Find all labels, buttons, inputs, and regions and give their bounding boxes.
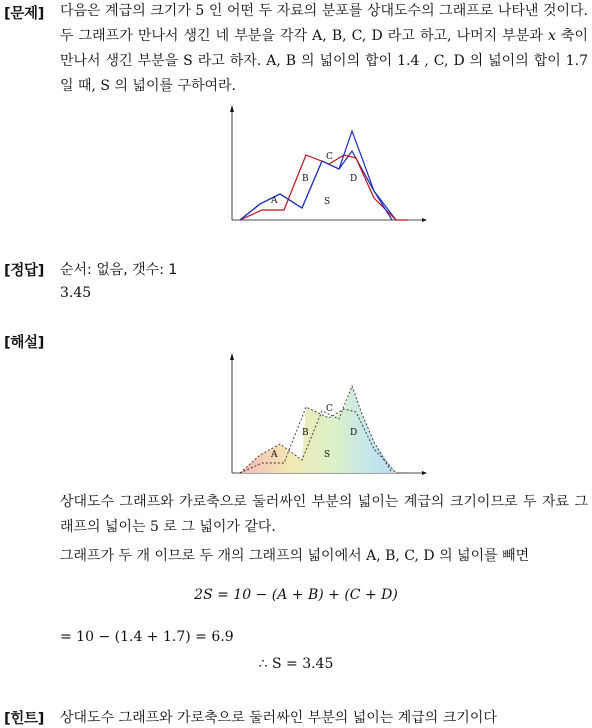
- explanation-para1: 상대도수 그래프와 가로축으로 둘러싸인 부분의 넓이는 계급의 크기이므로 두 자료 그래프의 넓이는 5 로 그 넓이가 같다.: [60, 494, 588, 535]
- label-B: B: [302, 174, 309, 184]
- x-axis-arrow-icon: [422, 218, 427, 222]
- hint-text: 상대도수 그래프와 가로축으로 둘러싸인 부분의 넓이는 계급의 크기이다: [60, 710, 497, 726]
- problem-text: [60, 0, 588, 99]
- equation-1: 2S = 10 − (A + B) + (C + D): [194, 587, 398, 603]
- series-blue-peak: [240, 131, 392, 220]
- label-A: A: [271, 450, 278, 460]
- answer-label: [정답]: [4, 263, 45, 279]
- label-S: S: [324, 197, 331, 207]
- explanation-label: [해설]: [4, 335, 45, 351]
- problem-label: [문제]: [4, 6, 45, 22]
- label-D: D: [350, 428, 358, 438]
- label-C: C: [326, 404, 333, 414]
- problem-figure: [222, 100, 432, 230]
- y-axis-arrow-icon: [230, 353, 234, 360]
- problem-text-part2: 축이 만나서 생긴 부분을 S 라고 하자. A, B 의 넓이의 합이 1.4 , C, D 의 넓이의 합이 1.7 일 때, S 의 넓이를 구하여라.: [60, 28, 589, 94]
- label-S: S: [324, 450, 331, 460]
- hint-label: [힌트]: [4, 711, 45, 727]
- equation-3: ∴ S = 3.45: [258, 656, 334, 672]
- label-B: B: [302, 428, 309, 438]
- y-axis-arrow-icon: [230, 105, 234, 112]
- answer-meta: 순서: 없음, 갯수: 1: [60, 262, 178, 278]
- answer-value: 3.45: [60, 285, 92, 301]
- x-axis-variable: x: [547, 28, 556, 44]
- label-A: A: [271, 196, 278, 206]
- label-D: D: [350, 174, 358, 184]
- label-C: C: [326, 152, 333, 162]
- series-hidden: [240, 131, 396, 220]
- x-axis-arrow-icon: [422, 471, 427, 475]
- series-red-line: [240, 155, 408, 220]
- equation-2: = 10 − (1.4 + 1.7) = 6.9: [60, 629, 234, 645]
- problem-text-part1: 다음은 계급의 크기가 5 인 어떤 두 자료의 분포를 상대도수의 그래프로 나타낸 것이다. 두 그래프가 만나서 생긴 네 부분을 각각 A, B, C, D 라고 하고, 나머지 부분과: [60, 3, 588, 44]
- explanation-para2: 그래프가 두 개 이므로 두 개의 그래프의 넓이에서 A, B, C, D 의 넓이를 빼면: [60, 548, 530, 564]
- explanation-figure: [222, 345, 432, 480]
